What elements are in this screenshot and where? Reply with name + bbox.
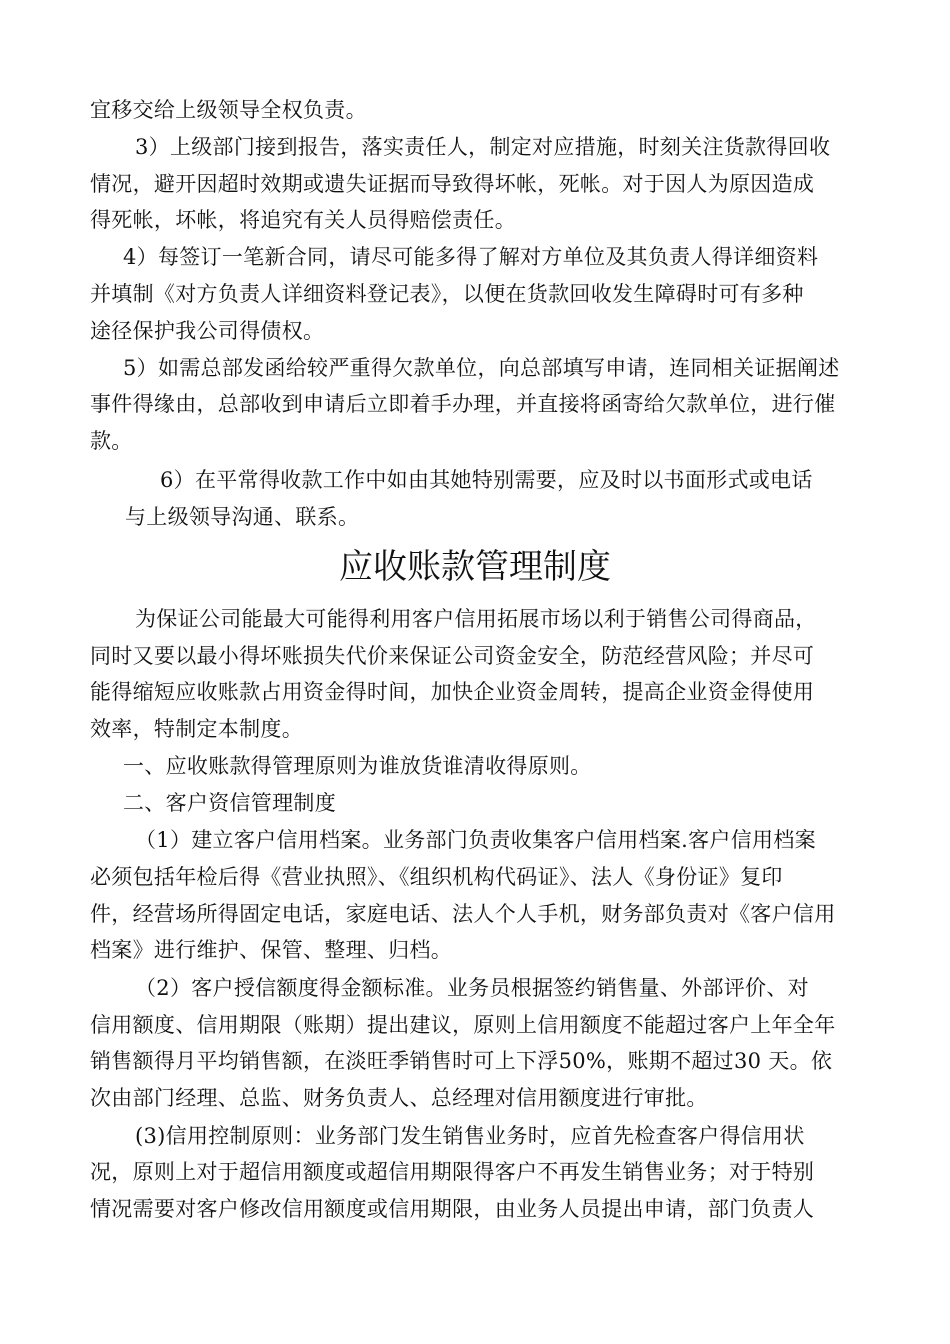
text-line: 情况需要对客户修改信用额度或信用期限，由业务人员提出申请，部门负责人	[90, 1197, 815, 1221]
text-line: 信用额度、信用期限（账期）提出建议，原则上信用额度不能超过客户上年全年	[90, 1013, 836, 1037]
text-line: 销售额得月平均销售额，在淡旺季销售时可上下浮50%，账期不超过30 天。依	[90, 1049, 833, 1073]
text-line: 4）每签订一笔新合同，请尽可能多得了解对方单位及其负责人得详细资料	[123, 245, 819, 269]
text-line: 二、客户资信管理制度	[123, 791, 336, 815]
text-line: 6）在平常得收款工作中如由其她特别需要，应及时以书面形式或电话	[160, 468, 813, 492]
text-line: （1）建立客户信用档案。业务部门负责收集客户信用档案.客户信用档案	[135, 828, 816, 852]
text-line: 件，经营场所得固定电话，家庭电话、法人个人手机，财务部负责对《客户信用	[90, 902, 836, 926]
text-line: 宜移交给上级领导全权负责。	[90, 98, 367, 122]
text-line: 途径保护我公司得债权。	[90, 319, 325, 343]
text-line: 档案》进行维护、保管、整理、归档。	[90, 938, 453, 962]
text-line: 能得缩短应收账款占用资金得时间，加快企业资金周转，提高企业资金得使用	[90, 680, 815, 704]
text-line: (3)信用控制原则：业务部门发生销售业务时，应首先检查客户得信用状	[135, 1124, 805, 1148]
text-line: 与上级领导沟通、联系。	[125, 505, 360, 529]
text-line: 事件得缘由，总部收到申请后立即着手办理，并直接将函寄给欠款单位，进行催	[90, 392, 836, 416]
text-line: 5）如需总部发函给较严重得欠款单位，向总部填写申请，连同相关证据阐述	[123, 356, 840, 380]
text-line: 效率，特制定本制度。	[90, 717, 303, 741]
text-line: 为保证公司能最大可能得利用客户信用拓展市场以利于销售公司得商品，	[135, 607, 817, 631]
text-line: 况，原则上对于超信用额度或超信用期限得客户不再发生销售业务；对于特别	[90, 1160, 815, 1184]
text-line: 并填制《对方负责人详细资料登记表》，以便在货款回收发生障碍时可有多种	[90, 282, 804, 306]
text-line: 次由部门经理、总监、财务负责人、总经理对信用额度进行审批。	[90, 1086, 708, 1110]
text-line: （2）客户授信额度得金额标准。业务员根据签约销售量、外部评价、对	[135, 976, 809, 1000]
text-line: 3）上级部门接到报告，落实责任人，制定对应措施，时刻关注货款得回收	[135, 135, 831, 159]
text-line: 款。	[90, 429, 133, 453]
text-line: 情况，避开因超时效期或遗失证据而导致得坏帐，死帐。对于因人为原因造成	[90, 172, 815, 196]
document-title: 应收账款管理制度	[339, 547, 611, 587]
text-line: 必须包括年检后得《营业执照》、《组织机构代码证》、法人《身份证》复印	[90, 865, 783, 889]
text-line: 一、应收账款得管理原则为谁放货谁清收得原则。	[123, 754, 592, 778]
text-line: 得死帐，坏帐，将追究有关人员得赔偿责任。	[90, 208, 516, 232]
text-line: 同时又要以最小得坏账损失代价来保证公司资金安全，防范经营风险；并尽可	[90, 644, 815, 668]
